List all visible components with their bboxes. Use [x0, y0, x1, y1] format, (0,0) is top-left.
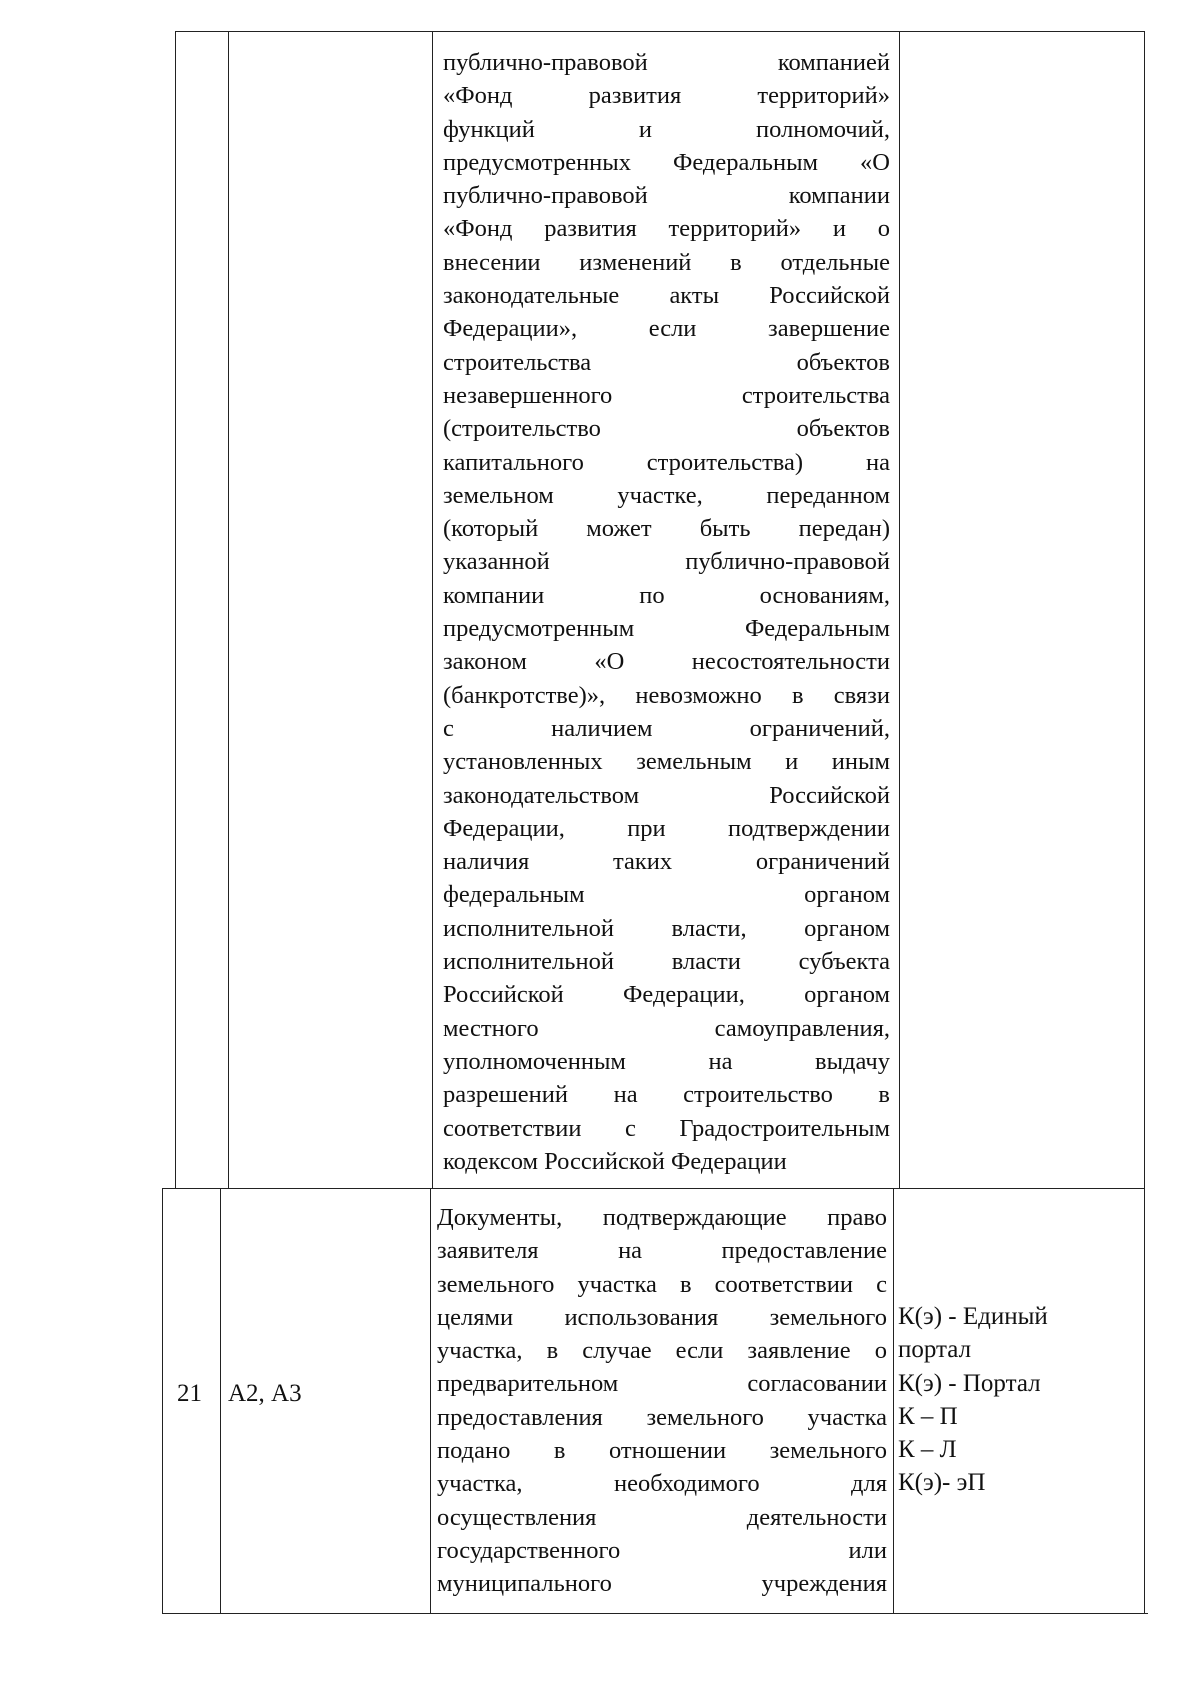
text-line: целями использования земельного [437, 1303, 887, 1331]
column-divider-1 [228, 31, 229, 1188]
table-left-border [175, 31, 176, 1188]
column-divider-1-lower [220, 1188, 221, 1613]
text-line: заявителя на предоставление [437, 1237, 887, 1265]
channel-item: К(э)- эП [898, 1469, 986, 1497]
text-line: участка, в случае если заявление о [437, 1337, 887, 1365]
table-right-border [1144, 31, 1145, 1613]
text-line: федеральным органом [443, 881, 890, 909]
text-line: установленных земельным и иным [443, 748, 890, 776]
column-divider-2-lower [430, 1188, 431, 1613]
text-line: публично-правовой компании [443, 182, 890, 210]
text-line: предоставления земельного участка [437, 1403, 887, 1431]
text-line: государственного или [437, 1536, 887, 1564]
text-line: внесении изменений в отдельные [443, 248, 890, 276]
text-line: исполнительной власти субъекта [443, 948, 890, 976]
text-line: незавершенного строительства [443, 381, 890, 409]
text-line: исполнительной власти, органом [443, 914, 890, 942]
channel-item: К(э) - Портал [898, 1369, 1041, 1397]
text-line: разрешений на строительство в [443, 1081, 890, 1109]
text-line: указанной публично-правовой [443, 548, 890, 576]
column-divider-3 [899, 31, 900, 1188]
text-line: осуществления деятельности [437, 1503, 887, 1531]
channel-item: К – П [898, 1402, 958, 1430]
text-line: уполномоченным на выдачу [443, 1047, 890, 1075]
text-line: кодексом Российской Федерации [443, 1147, 787, 1175]
text-line: соответствии с Градостроительным [443, 1114, 890, 1142]
channel-item: К – Л [898, 1436, 957, 1464]
row-21-description [437, 1201, 887, 1601]
column-divider-3-lower [893, 1188, 894, 1613]
text-line: земельном участке, переданном [443, 481, 890, 509]
text-line: Российской Федерации, органом [443, 981, 890, 1009]
column-divider-2 [432, 31, 433, 1188]
text-line: земельного участка в соответствии с [437, 1270, 887, 1298]
text-line: Документы, подтверждающие право [437, 1204, 887, 1231]
text-line: подано в отношении земельного [437, 1437, 887, 1465]
text-line: законом «О несостоятельности [443, 648, 890, 676]
text-line: предусмотренным Федеральным [443, 615, 890, 643]
text-line: местного самоуправления, [443, 1014, 890, 1042]
text-line: «Фонд развития территорий» [443, 82, 890, 110]
row-number: 21 [177, 1380, 202, 1407]
text-line: законодательные акты Российской [443, 282, 890, 310]
text-line: предусмотренных Федеральным «О [443, 148, 890, 176]
row-21-channels [898, 1300, 1048, 1500]
text-line: строительства объектов [443, 348, 890, 376]
text-line: муниципального учреждения [437, 1570, 887, 1598]
text-line: Федерации», если завершение [443, 315, 890, 343]
text-line: с наличием ограничений, [443, 714, 890, 742]
text-line: (строительство объектов [443, 415, 890, 443]
row-codes: А2, А3 [228, 1380, 302, 1407]
channel-item: портал [898, 1336, 972, 1364]
text-line: «Фонд развития территорий» и о [443, 215, 890, 243]
text-line: (который может быть передан) [443, 515, 890, 543]
text-line: публично-правовой компанией [443, 49, 890, 76]
text-line: функций и полномочий, [443, 115, 890, 143]
text-line: компании по основаниям, [443, 581, 890, 609]
row-continuation-description [443, 46, 890, 1178]
text-line: предварительном согласовании [437, 1370, 887, 1398]
text-line: Федерации, при подтверждении [443, 814, 890, 842]
text-line: участка, необходимого для [437, 1470, 887, 1498]
row-divider [162, 1188, 1145, 1189]
text-line: (банкротстве)», невозможно в связи [443, 681, 890, 709]
table-top-border [175, 31, 1145, 32]
text-line: наличия таких ограничений [443, 848, 890, 876]
table-bottom-border [162, 1613, 1148, 1614]
text-line: капитального строительства) на [443, 448, 890, 476]
table-left-border-lower [162, 1188, 163, 1613]
channel-item: К(э) - Единый [898, 1303, 1048, 1330]
text-line: законодательством Российской [443, 781, 890, 809]
